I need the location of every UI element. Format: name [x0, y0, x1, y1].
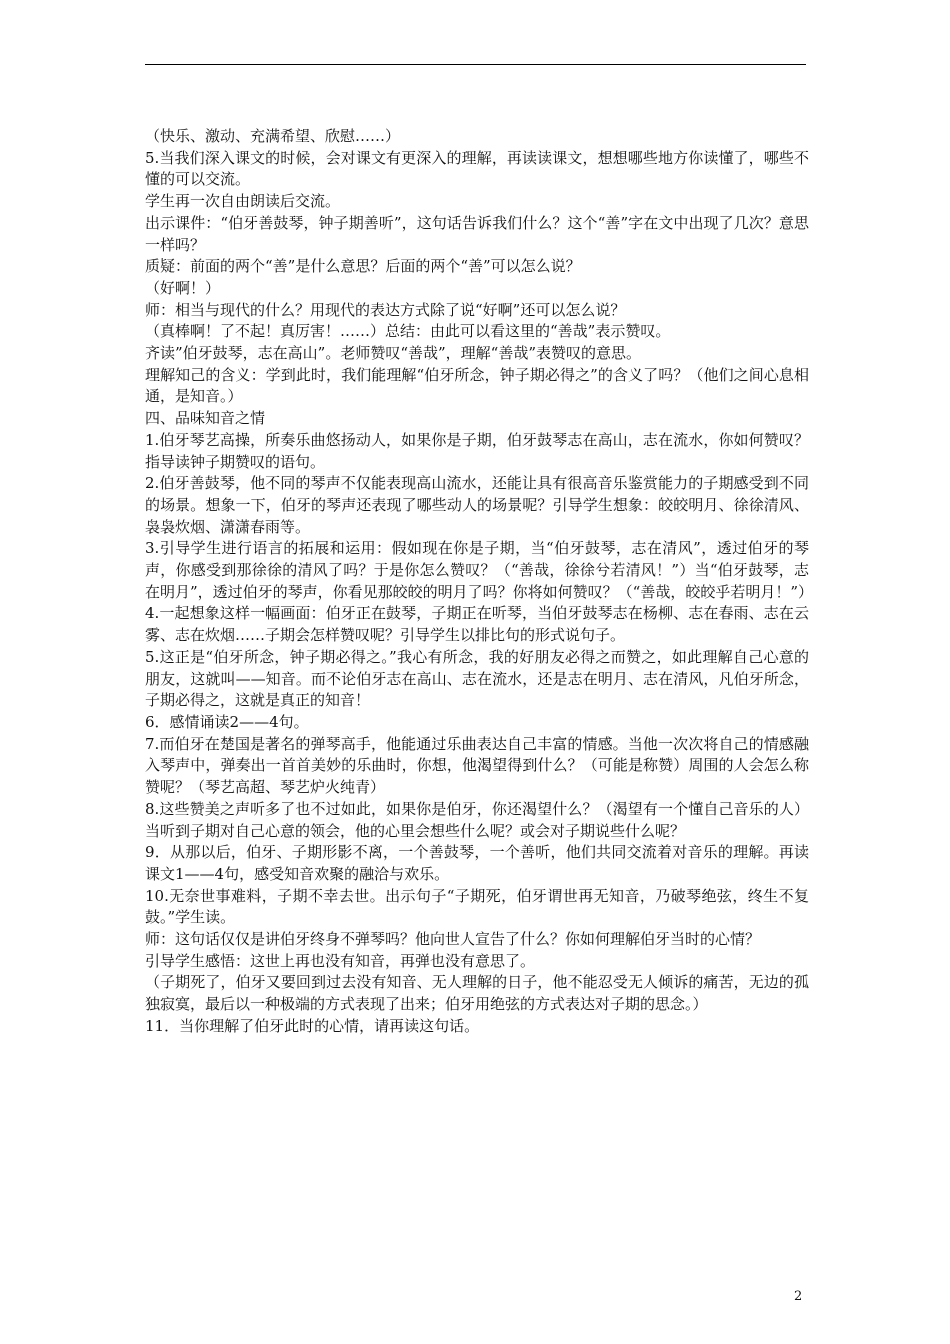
paragraph: （快乐、激动、充满希望、欣慰……）	[145, 127, 401, 145]
paragraph: 引导学生感悟：这世上再也没有知音，再弹也没有意思了。	[145, 951, 536, 970]
paragraph: 出示课件：“伯牙善鼓琴，钟子期善听”，这句话告诉我们什么？这个“善”字在文中出现了几次？意思一样吗？	[145, 213, 809, 254]
paragraph: （子期死了，伯牙又要回到过去没有知音、无人理解的日子，他不能忍受无人倾诉的痛苦，无边的孤独寂寞，最后以一种极端的方式表现了出来；伯牙用绝弦的方式表达对子期的思念。）	[145, 973, 809, 1014]
paragraph: 理解知己的含义：学到此时，我们能理解“伯牙所念，钟子期必得之”的含义了吗？（他们之间心息相通，是知音。）	[145, 365, 809, 406]
paragraph: 3.引导学生进行语言的拓展和运用：假如现在你是子期，当“伯牙鼓琴，志在清风”，透过伯牙的琴声，你感受到那徐徐的清风了吗？于是你怎么赞叹？（“善哉，徐徐兮若清风！”）当“伯牙鼓琴，志在明月”，透过伯牙的琴声，你看见那皎皎的明月了吗？你将如何赞叹？（“善哉，皎皎乎若明月！”）	[145, 539, 814, 601]
paragraph: 质疑：前面的两个“善”是什么意思？后面的两个“善”可以怎么说？	[145, 257, 581, 276]
paragraph: 5.当我们深入课文的时候，会对课文有更深入的理解，再读读课文，想想哪些地方你读懂了，哪些不懂的可以交流。	[145, 148, 809, 189]
paragraph: 学生再一次自由朗读后交流。	[145, 192, 341, 211]
paragraph: 2.伯牙善鼓琴，他不同的琴声不仅能表现高山流水，还能让具有很高音乐鉴赏能力的子期感受到不同的场景。想象一下，伯牙的琴声还表现了哪些动人的场景呢？引导学生想象：皎皎明月、徐徐清风、袅袅炊烟、潇潇春雨等。	[145, 474, 809, 536]
page-number: 2	[794, 1289, 803, 1304]
paragraph: 11．当你理解了伯牙此时的心情，请再读这句话。	[145, 1016, 480, 1035]
header-rule	[145, 64, 806, 65]
paragraph: 5.这正是“伯牙所念，钟子期必得之。”我心有所念，我的好朋友必得之而赞之，如此理解自己心意的朋友，这就叫——知音。而不论伯牙志在高山、志在流水，还是志在明月、志在清风，凡伯牙所念，子期必得之，这就是真正的知音！	[145, 647, 809, 710]
paragraph: 8.这些赞美之声听多了也不过如此，如果你是伯牙，你还渴望什么？（渴望有一个懂自己音乐的人）当听到子期对自己心意的领会，他的心里会想些什么呢？或会对子期说些什么呢？	[145, 799, 809, 840]
paragraph: 齐读”伯牙鼓琴，志在高山”。老师赞叹“善哉”，理解“善哉”表赞叹的意思。	[145, 344, 642, 363]
paragraph: 6．感情诵读2——4句。	[145, 712, 309, 731]
paragraph: 7.而伯牙在楚国是著名的弹琴高手，他能通过乐曲表达自己丰富的情感。当他一次次将自己的情感融入琴声中，弹奏出一首首美妙的乐曲时，你想，他渴望得到什么？（可能是称赞）周围的人会怎么称赞呢？（琴艺高超、琴艺炉火纯青）	[145, 734, 809, 797]
paragraph: （好啊！）	[145, 278, 221, 297]
section-heading: 四、品味知音之情	[145, 409, 266, 428]
paragraph: 10.无奈世事难料，子期不幸去世。出示句子“子期死，伯牙谓世再无知音，乃破琴绝弦，终生不复鼓。”学生读。	[145, 886, 809, 927]
paragraph: 9．从那以后，伯牙、子期形影不离，一个善鼓琴，一个善听，他们共同交流着对音乐的理解。再读课文1——4句，感受知音欢聚的融洽与欢乐。	[145, 843, 809, 883]
paragraph: （真棒啊！了不起！真厉害！……）总结：由此可以看这里的“善哉”表示赞叹。	[145, 322, 671, 341]
paragraph: 4.一起想象这样一幅画面：伯牙正在鼓琴，子期正在听琴，当伯牙鼓琴志在杨柳、志在春雨、志在云雾、志在炊烟……子期会怎样赞叹呢？引导学生以排比句的形式说句子。	[145, 604, 809, 645]
document-body	[145, 126, 814, 1038]
paragraph: 1.伯牙琴艺高操，所奏乐曲悠扬动人，如果你是子期，伯牙鼓琴志在高山，志在流水，你如何赞叹？指导读钟子期赞叹的语句。	[145, 430, 809, 471]
paragraph: 师：这句话仅仅是讲伯牙终身不弹琴吗？他向世人宣告了什么？你如何理解伯牙当时的心情？	[145, 930, 761, 949]
paragraph: 师：相当与现代的什么？用现代的表达方式除了说“好啊”还可以怎么说？	[145, 300, 626, 319]
